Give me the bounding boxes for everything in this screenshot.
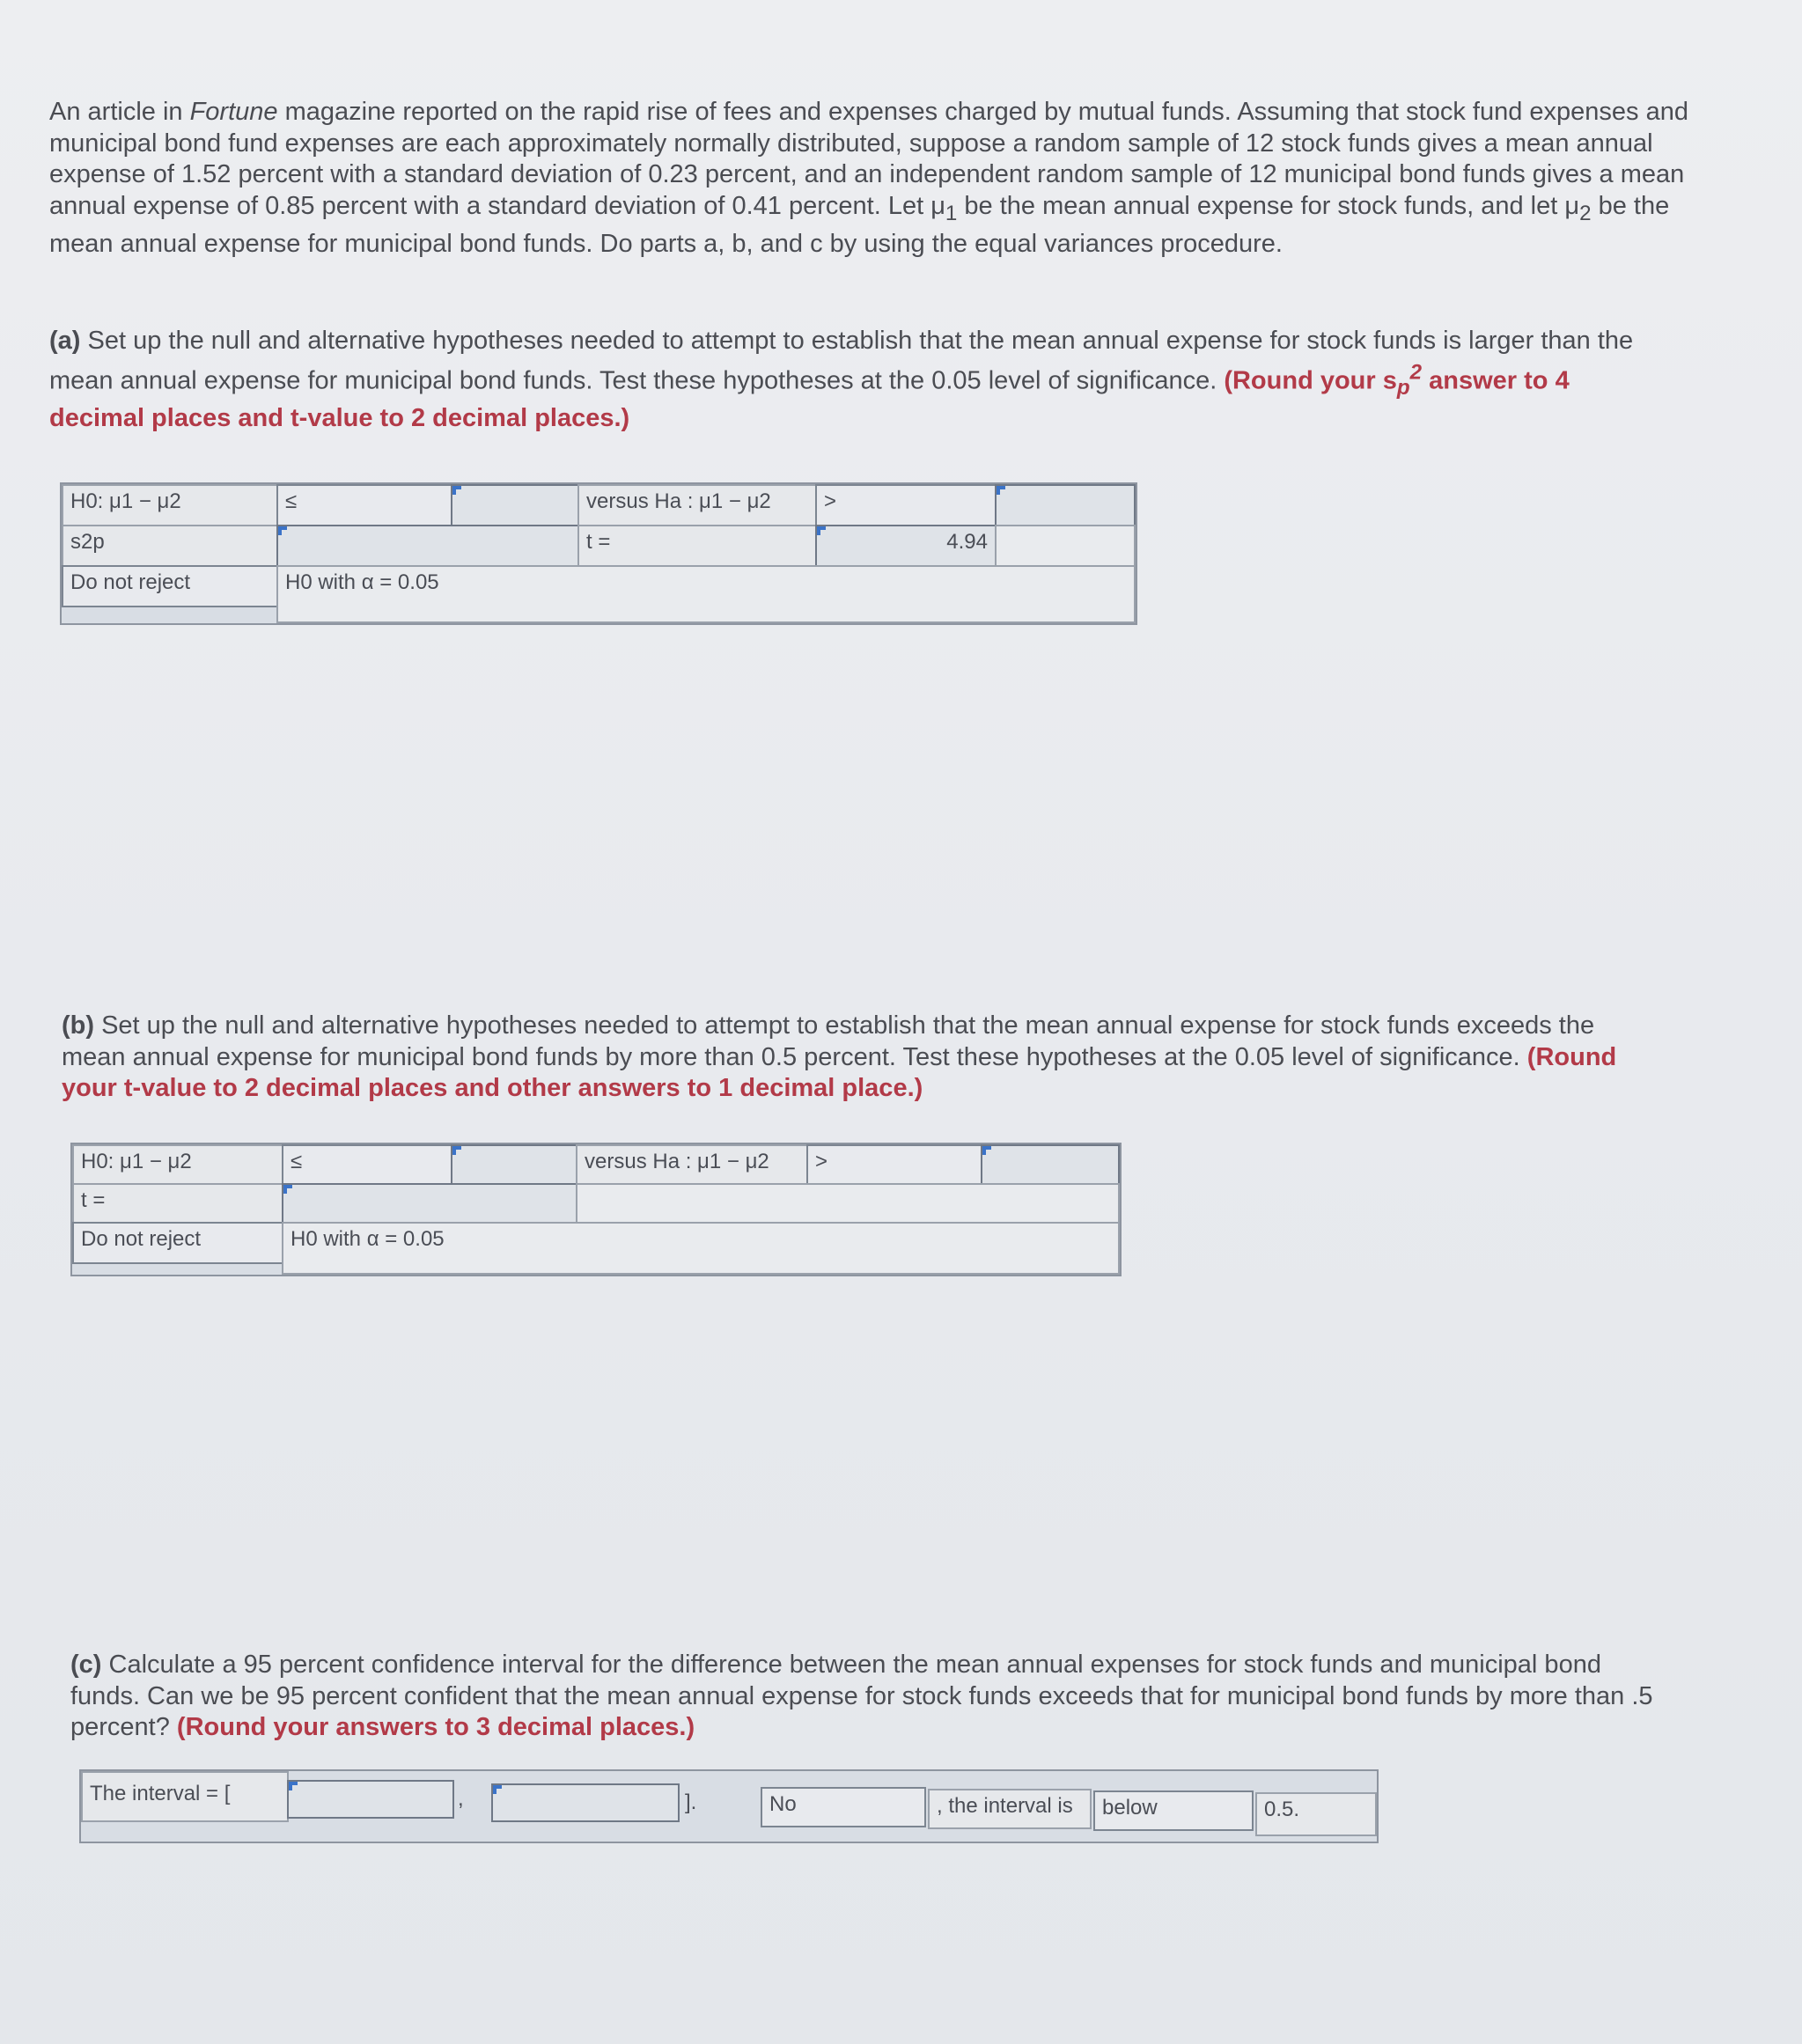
sp-superscript: 2 (1409, 360, 1423, 385)
h0-operator-select[interactable]: ≤ (276, 484, 452, 526)
decision-select[interactable]: Do not reject (62, 565, 278, 607)
interval-lower-input[interactable] (287, 1780, 454, 1819)
part-c-text: Calculate a 95 percent confidence interval for the difference between the mean annual expenses for stock funds and municipal bond funds. Can we be 95 percent confident that the mean annual expense for stock funds exceeds that for municipal bond funds by more than .5 percent? (70, 1651, 1653, 1741)
mu1-subscript: 1 (945, 201, 958, 225)
interval-close-bracket: ]. (685, 1790, 697, 1814)
intro-text-3: be the mean annual expense for stock funds, and let μ (957, 191, 1580, 220)
part-a-label: (a) (49, 327, 81, 355)
t-row-spacer (576, 1183, 1120, 1224)
h0-operator-select[interactable]: ≤ (282, 1144, 452, 1185)
t-label: t = (577, 525, 817, 567)
part-b-answer-table (70, 1143, 1122, 1276)
h0-value-input[interactable] (451, 484, 579, 526)
s2p-value-input[interactable] (276, 525, 579, 567)
t-value-input[interactable] (282, 1183, 577, 1224)
magazine-name: Fortune (189, 98, 278, 126)
s2p-label: s2p (62, 525, 278, 567)
h0-label: H0: μ1 − μ2 (62, 484, 278, 526)
t-value-input[interactable]: 4.94 (815, 525, 997, 567)
decision-suffix: H0 with α = 0.05 (276, 565, 1136, 623)
mu2-subscript: 2 (1579, 201, 1592, 225)
part-b-label: (b) (62, 1011, 95, 1040)
interval-is-label: , the interval is (928, 1789, 1092, 1829)
part-c-label: (c) (70, 1651, 102, 1679)
versus-ha-label: versus Ha : μ1 − μ2 (577, 484, 817, 526)
sp-subscript: p (1396, 375, 1410, 400)
decision-select[interactable]: Do not reject (72, 1222, 283, 1264)
intro-text-2: magazine reported on the rapid rise of fees and expenses charged by mutual funds. Assuming that stock fund expenses and municipal bond fund expenses are each approximately normally distributed, suppose a random sample of 12 stock funds gives a mean annual expense of 1.52 percent with a standard deviation of 0.23 percent, and an independent random sample of 12 municipal bond funds gives a mean annual expense of 0.85 percent with a standard deviation of 0.41 percent. Let μ (49, 98, 1688, 220)
ha-operator-select[interactable]: > (815, 484, 997, 526)
threshold-value: 0.5. (1255, 1792, 1377, 1836)
part-a-instruction-2: answer to 4 decimal places and t-value to 2 decimal places.) (49, 366, 1570, 433)
intro-text-4: be the mean annual expense for municipal bond funds. Do parts a, b, and c by using the equal variances procedure. (49, 191, 1670, 258)
t-row-spacer (995, 525, 1136, 567)
h0-label: H0: μ1 − μ2 (72, 1144, 283, 1185)
part-b-instruction: (Round your t-value to 2 decimal places and other answers to 1 decimal place.) (62, 1042, 1617, 1102)
confident-select[interactable]: No (761, 1787, 926, 1827)
interval-upper-input[interactable] (491, 1783, 680, 1822)
part-c-instruction: (Round your answers to 3 decimal places.) (176, 1713, 695, 1741)
part-b-question (62, 1011, 1664, 1105)
ha-value-input[interactable] (981, 1144, 1120, 1185)
ha-operator-select[interactable]: > (806, 1144, 982, 1185)
part-c-question (70, 1650, 1655, 1744)
intro-text-1: An article in (49, 98, 190, 126)
ha-value-input[interactable] (995, 484, 1136, 526)
intro-paragraph (49, 97, 1704, 260)
position-select[interactable]: below (1093, 1790, 1254, 1831)
interval-comma: , (458, 1787, 464, 1811)
part-a-instruction-1: (Round your s (1224, 366, 1397, 395)
part-a-text: Set up the null and alternative hypotheses needed to attempt to establish that the mean annual expense for stock funds is larger than the mean annual expense for municipal bond funds. Test these hypotheses at the 0.05 level of significance. (49, 327, 1634, 395)
t-label: t = (72, 1183, 283, 1224)
part-a-answer-table (60, 482, 1137, 625)
part-b-text: Set up the null and alternative hypotheses needed to attempt to establish that the mean annual expense for stock funds exceeds the mean annual expense for municipal bond funds by more than 0.5 percent. Test these hypotheses at the 0.05 level of significance. (62, 1011, 1595, 1071)
h0-value-input[interactable] (451, 1144, 577, 1185)
part-c-answer-table (79, 1769, 1379, 1843)
versus-ha-label: versus Ha : μ1 − μ2 (576, 1144, 808, 1185)
decision-suffix: H0 with α = 0.05 (282, 1222, 1120, 1275)
part-a-question (49, 326, 1669, 435)
interval-label: The interval = [ (81, 1771, 289, 1822)
